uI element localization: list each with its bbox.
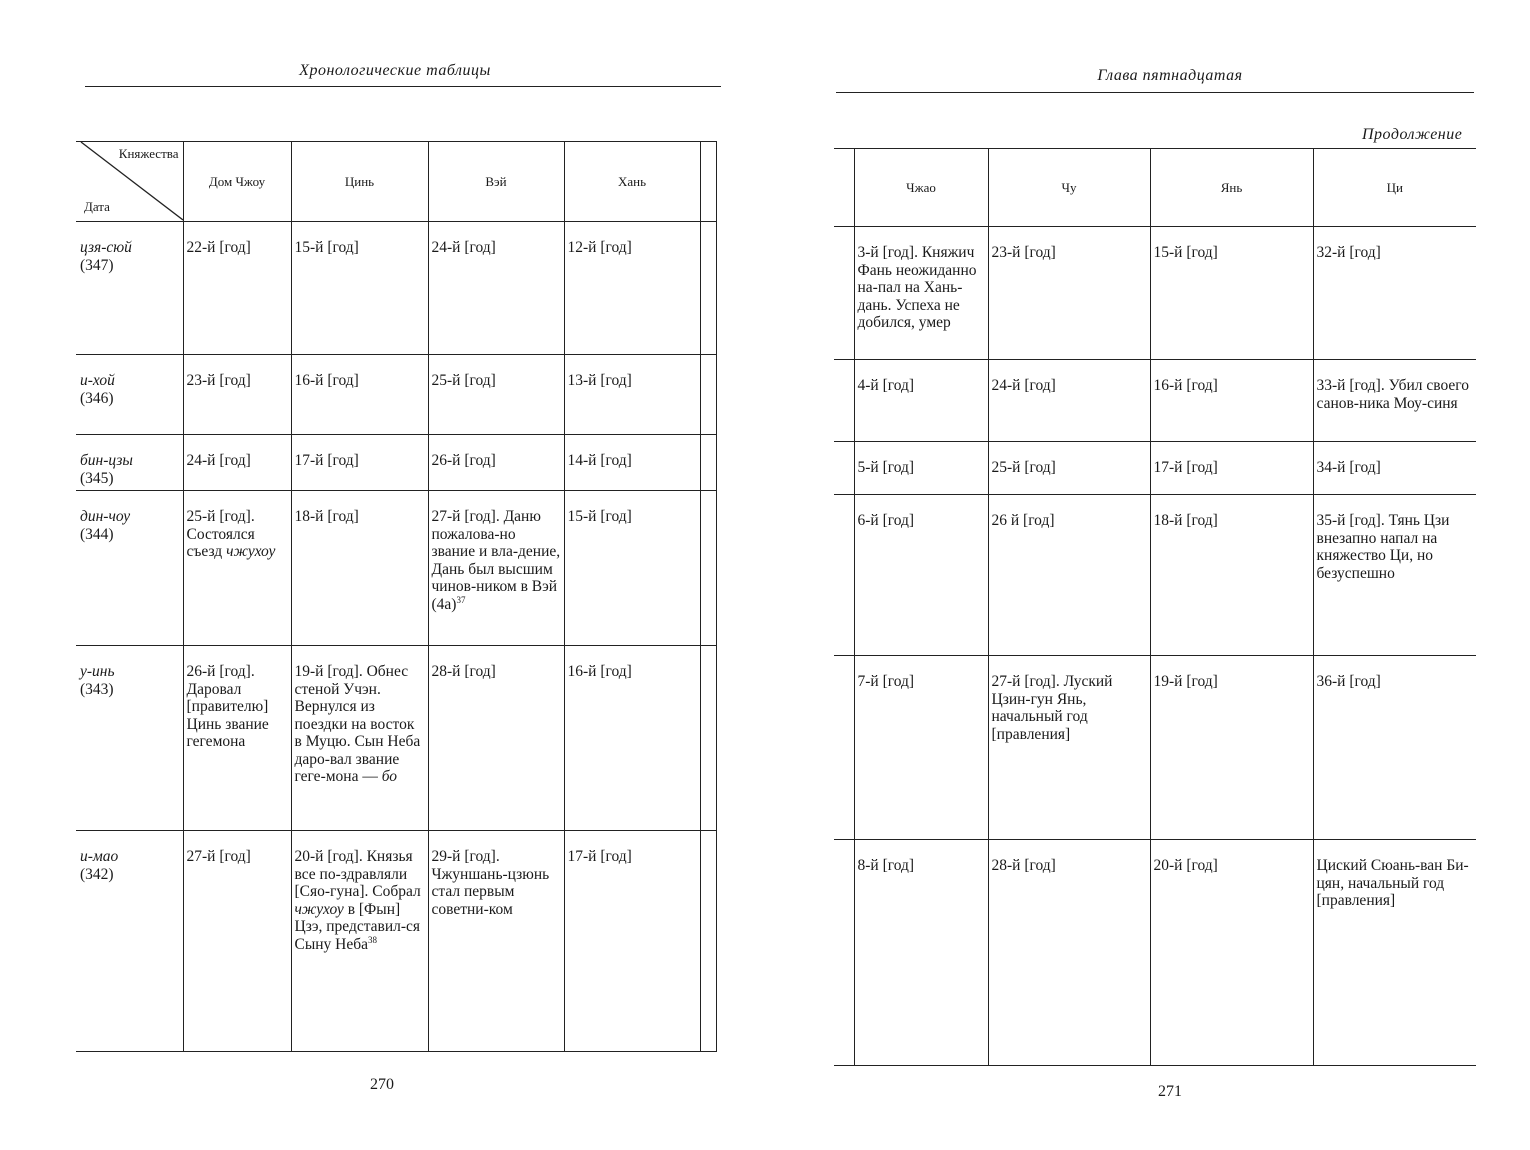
spare-cell (834, 656, 854, 840)
column-header: Чу (988, 149, 1150, 227)
table-header-row (76, 142, 716, 222)
spare-cell (700, 491, 716, 646)
column-header: Дом Чжоу (183, 142, 291, 222)
era-name: и-хой (80, 372, 115, 389)
table-cell: 17-й [год] (291, 435, 428, 491)
column-header: Янь (1150, 149, 1313, 227)
page-number: 271 (1158, 1083, 1182, 1100)
table-cell: 19-й [год] (1150, 656, 1313, 840)
table-cell: 27-й [год] (183, 831, 291, 1052)
date-cell (76, 831, 183, 1052)
continued-label: Продолжение (1362, 126, 1463, 143)
table-cell: 14-й [год] (564, 435, 700, 491)
table-cell: 27-й [год]. Луский Цзин-гун Янь, начальный год [правления] (988, 656, 1150, 840)
table-cell (183, 491, 291, 646)
date-cell (76, 222, 183, 355)
cell-text: в [Фын] Цзэ, представил-ся Сыну Неба (294, 900, 421, 953)
table-cell: 15-й [год] (291, 222, 428, 355)
head-rule (836, 92, 1474, 93)
table-cell: 16-й [год] (1150, 360, 1313, 442)
spare-cell (834, 442, 854, 495)
table-row (834, 656, 1476, 840)
table-cell: 25-й [год] (428, 355, 564, 435)
table-header-row (834, 149, 1476, 227)
table-cell: 22-й [год] (183, 222, 291, 355)
table-cell: 32-й [год] (1313, 227, 1476, 360)
table-cell: 23-й [год] (988, 227, 1150, 360)
date-cell (76, 491, 183, 646)
table-row (834, 840, 1476, 1066)
table-cell: 28-й [год] (428, 646, 564, 831)
spare-cell (700, 222, 716, 355)
year-number: (343) (80, 680, 114, 698)
table-cell: 25-й [год] (988, 442, 1150, 495)
table-cell: 26-й [год]. Даровал [правителю] Цинь звание гегемона (183, 646, 291, 831)
table-cell: 5-й [год] (854, 442, 988, 495)
chronology-table-left (76, 141, 717, 1052)
table-cell: 6-й [год] (854, 495, 988, 656)
table-cell: 20-й [год] (1150, 840, 1313, 1066)
year-number: (345) (80, 469, 114, 487)
cell-text: 27-й [год]. Даню пожалова-но звание и вла-дение, Дань был высшим чинов-ником в Вэй (4а) (431, 508, 561, 613)
table-cell: 18-й [год] (1150, 495, 1313, 656)
spare-cell (834, 360, 854, 442)
spare-cell (700, 831, 716, 1052)
table-cell: 4-й [год] (854, 360, 988, 442)
spare-cell (700, 355, 716, 435)
table-row (76, 831, 716, 1052)
table-cell: 7-й [год] (854, 656, 988, 840)
table-cell: 24-й [год] (183, 435, 291, 491)
table-cell: 24-й [год] (988, 360, 1150, 442)
spare-cell (834, 227, 854, 360)
table-cell: 8-й [год] (854, 840, 988, 1066)
spare-cell (834, 495, 854, 656)
date-cell (76, 646, 183, 831)
table-cell: 23-й [год] (183, 355, 291, 435)
table-cell: 15-й [год] (1150, 227, 1313, 360)
right-page (780, 0, 1530, 1150)
table-cell: 33-й [год]. Убил своего санов-ника Моу-синя (1313, 360, 1476, 442)
cell-term: чжухоу (226, 543, 276, 560)
table-cell (291, 646, 428, 831)
table-cell: 26-й [год] (428, 435, 564, 491)
running-head: Глава пятнадцатая (1097, 67, 1243, 84)
era-name: у-инь (80, 663, 115, 680)
column-header: Вэй (428, 142, 564, 222)
table-cell: 28-й [год] (988, 840, 1150, 1066)
table-cell: 15-й [год] (564, 491, 700, 646)
year-number: (344) (80, 525, 114, 543)
spare-cell (834, 840, 854, 1066)
table-cell (428, 491, 564, 646)
era-name: цзя-сюй (80, 239, 132, 256)
table-row (834, 227, 1476, 360)
year-number: (346) (80, 389, 114, 407)
spare-cell (700, 646, 716, 831)
table-cell: 26 й [год] (988, 495, 1150, 656)
table-cell: 17-й [год] (564, 831, 700, 1052)
table-cell: 29-й [год]. Чжуншань-цзюнь стал первым советни-ком (428, 831, 564, 1052)
chronology-table-right (834, 148, 1476, 1066)
spare-cell (700, 435, 716, 491)
date-cell (76, 355, 183, 435)
table-cell: 36-й [год] (1313, 656, 1476, 840)
spare-column (834, 149, 854, 227)
year-number: (342) (80, 865, 114, 883)
table-row (76, 355, 716, 435)
left-page (0, 0, 760, 1150)
era-name: бин-цзы (80, 452, 133, 469)
corner-label-principalities: Княжества (118, 146, 179, 161)
spare-column (700, 142, 716, 222)
year-number: (347) (80, 256, 114, 274)
cell-text: 20-й [год]. Князья все по-здравляли [Сяо-гуна]. Собрал (294, 848, 421, 900)
table-cell: 12-й [год] (564, 222, 700, 355)
column-header: Ци (1313, 149, 1476, 227)
header-corner-cell (76, 142, 183, 222)
column-header: Цинь (291, 142, 428, 222)
corner-label-date: Дата (84, 198, 110, 214)
cell-term: бо (381, 768, 398, 785)
head-rule (85, 86, 721, 87)
table-row (834, 495, 1476, 656)
era-name: дин-чоу (80, 508, 131, 525)
cell-text: 25-й [год]. Состоялся съезд (186, 508, 255, 560)
column-header: Хань (564, 142, 700, 222)
table-row (76, 222, 716, 355)
table-cell: 24-й [год] (428, 222, 564, 355)
table-cell: 13-й [год] (564, 355, 700, 435)
column-header: Чжао (854, 149, 988, 227)
cell-term: чжухоу (294, 900, 344, 918)
table-cell: 16-й [год] (564, 646, 700, 831)
table-row (834, 360, 1476, 442)
table-cell: 34-й [год] (1313, 442, 1476, 495)
table-row (834, 442, 1476, 495)
table-cell: 35-й [год]. Тянь Цзи внезапно напал на княжество Ци, но безуспешно (1313, 495, 1476, 656)
footnote-ref: 37 (456, 594, 466, 605)
table-cell: 3-й [год]. Княжич Фань неожиданно на-пал на Хань-дань. Успеха не добился, умер (854, 227, 988, 360)
table-cell: 16-й [год] (291, 355, 428, 435)
table-cell: Циский Сюань-ван Би-цян, начальный год [правления] (1313, 840, 1476, 1066)
page-number: 270 (370, 1076, 394, 1093)
table-row (76, 435, 716, 491)
table-cell: 18-й [год] (291, 491, 428, 646)
footnote-ref: 38 (368, 934, 378, 945)
era-name: и-мао (80, 848, 119, 865)
table-cell: 17-й [год] (1150, 442, 1313, 495)
cell-text: 19-й [год]. Обнес стеной Учэн. Вернулся из поездки на восток в Муцю. Сын Неба даро-вал звание геге-мона — (294, 663, 421, 785)
table-row (76, 646, 716, 831)
running-head: Хронологические таблицы (299, 62, 491, 79)
table-row (76, 491, 716, 646)
date-cell (76, 435, 183, 491)
table-cell (291, 831, 428, 1052)
